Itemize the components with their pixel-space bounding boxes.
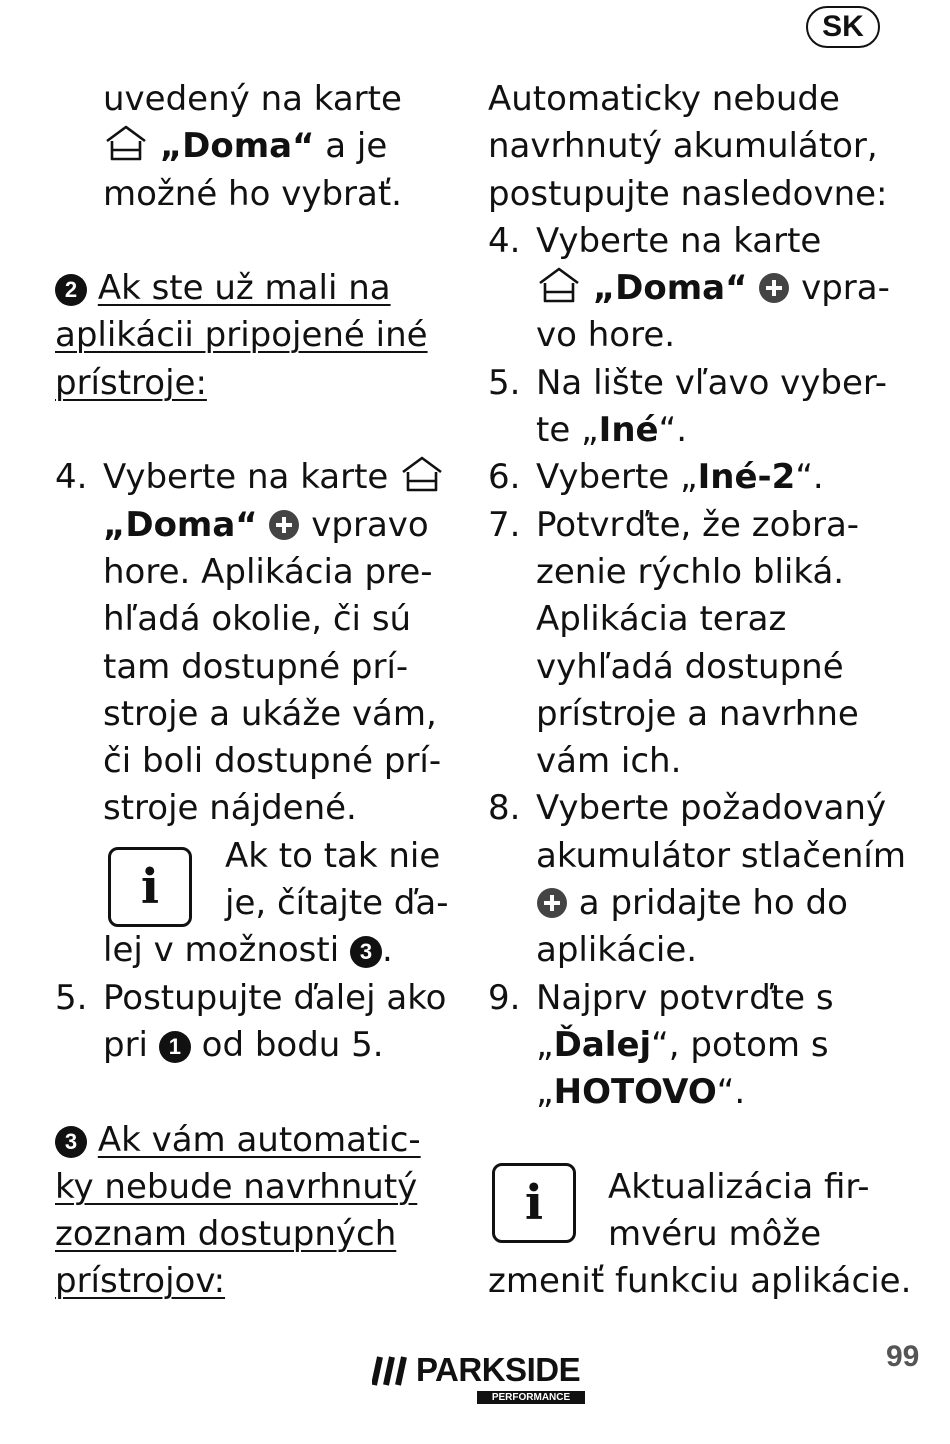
heading-text: Ak ste už mali na (97, 268, 391, 309)
text-fragment: Vyberte požadovaný (536, 788, 887, 829)
home-icon (536, 266, 582, 304)
heading-text: aplikácii pripojené iné (55, 315, 428, 356)
info-icon: i (492, 1163, 576, 1243)
step-6 (488, 454, 898, 501)
parkside-logo (372, 1350, 587, 1408)
text-fragment: Potvrďte, že zobra- (536, 504, 860, 545)
text-line: uvedený na karte (103, 79, 402, 119)
text-fragment: „ (536, 1072, 554, 1113)
text-fragment: “, potom s (651, 1024, 829, 1065)
text-line: prístroje a navrhne (536, 693, 859, 734)
heading-text: prístrojov: (55, 1261, 226, 1302)
step-number: 7. (488, 504, 521, 545)
text-fragment: “. (795, 457, 824, 498)
text-line: vo hore. (536, 315, 676, 356)
step-4 (55, 454, 455, 501)
doma-label: „Doma“ (592, 268, 748, 309)
step-number: 9. (488, 977, 521, 1018)
hotovo-label: HOTOVO (553, 1072, 717, 1113)
step-number: 5. (55, 977, 88, 1018)
note-text: mvéru môže (608, 1214, 822, 1255)
text-line: možné ho vybrať. (103, 173, 402, 214)
step-number: 5. (488, 362, 521, 403)
text-fragment: „ (536, 1024, 554, 1065)
ine-2-label: Iné-2 (697, 457, 796, 498)
text-fragment: Vyberte na karte (536, 220, 822, 261)
text-fragment: Na lište vľavo vyber- (536, 362, 887, 403)
step-number: 8. (488, 788, 521, 829)
doma-label: „Doma“ (103, 504, 258, 545)
slash-mark-icon (372, 1355, 412, 1387)
text-fragment: od bodu 5. (190, 1024, 384, 1065)
heading-text: zoznam dostupných (55, 1214, 397, 1255)
text-line: navrhnutý akumulátor, (488, 126, 878, 167)
text-fragment: vpravo (300, 504, 429, 545)
text-line (55, 123, 455, 170)
text-fragment: lej v možnosti (103, 930, 350, 971)
step-number: 6. (488, 457, 521, 498)
step-8 (488, 785, 898, 832)
step-4 (488, 218, 898, 265)
text-fragment: pri (103, 1024, 159, 1065)
text-fragment: vpra- (790, 268, 890, 309)
heading-text: Ak vám automatic- (97, 1119, 421, 1160)
note-text (55, 927, 455, 974)
heading-text: ky nebude navrhnutý (55, 1166, 418, 1207)
text-line (55, 1022, 455, 1069)
home-icon (399, 455, 445, 493)
number-badge-3: 3 (55, 1126, 87, 1158)
text-line (488, 880, 898, 927)
step-5 (488, 360, 898, 407)
brand-sub: PERFORMANCE (477, 1391, 585, 1404)
text-fragment: a pridajte ho do (568, 883, 848, 924)
text-line: stroje a ukáže vám, (103, 693, 437, 734)
text-fragment: Postupujte ďalej ako (103, 977, 447, 1018)
note-text: zmeniť funkciu aplikácie. (488, 1261, 912, 1302)
right-column (488, 76, 912, 1306)
page-number: 99 (886, 1340, 920, 1373)
ine-label: Iné (598, 410, 659, 451)
section-heading-2 (55, 265, 455, 312)
note-text: je, čítajte ďa- (225, 883, 449, 924)
text-fragment: Vyberte na karte (103, 457, 389, 498)
text-line (488, 1069, 898, 1116)
text-line: vám ich. (536, 741, 682, 782)
doma-label: „Doma“ (159, 126, 315, 167)
number-badge-2: 2 (55, 274, 87, 306)
text-fragment: Najprv potvrďte s (536, 977, 834, 1018)
text-line: Automaticky nebude (488, 79, 840, 119)
plus-circle-icon (268, 509, 300, 541)
text-line (55, 502, 455, 549)
text-fragment: te „ (536, 410, 599, 451)
dalej-label: Ďalej (553, 1024, 652, 1065)
text-line (488, 407, 898, 454)
number-badge-3: 3 (350, 936, 382, 968)
step-number: 4. (55, 457, 88, 498)
text-line (488, 265, 898, 312)
language-badge: SK (806, 6, 880, 48)
text-fragment: . (381, 930, 393, 971)
text-line: zenie rýchlo bliká. (536, 551, 845, 592)
text-line: postupujte nasledovne: (488, 173, 888, 214)
note-text: Ak to tak nie (225, 835, 441, 876)
left-column (55, 76, 455, 1306)
text-line: vyhľadá dostupné (536, 646, 844, 687)
text-line: stroje nájdené. (103, 788, 357, 829)
section-heading-3 (55, 1117, 455, 1164)
step-7 (488, 502, 898, 549)
brand-name: PARKSIDE (416, 1351, 581, 1388)
text-line: hľadá okolie, či sú (103, 599, 412, 640)
text-line: tam dostupné prí- (103, 646, 409, 687)
plus-circle-icon (536, 887, 568, 919)
home-icon (103, 124, 149, 162)
text-line (488, 1022, 898, 1069)
step-9 (488, 975, 898, 1022)
step-5 (55, 975, 455, 1022)
text-line: aplikácie. (536, 930, 698, 971)
text-fragment: “. (658, 410, 688, 451)
note-text: Aktualizácia fir- (608, 1166, 870, 1207)
heading-text: prístroje: (55, 362, 207, 403)
text-fragment: Vyberte „ (536, 457, 698, 498)
text-fragment: a je (314, 126, 388, 167)
text-line: hore. Aplikácia pre- (103, 551, 433, 592)
text-line: akumulátor stlačením (536, 835, 906, 876)
number-badge-1: 1 (159, 1031, 191, 1063)
plus-circle-icon (758, 272, 790, 304)
text-fragment: “. (716, 1072, 746, 1113)
text-line: Aplikácia teraz (536, 599, 787, 640)
step-number: 4. (488, 220, 521, 261)
info-icon: i (108, 847, 192, 927)
text-line: či boli dostupné prí- (103, 741, 442, 782)
